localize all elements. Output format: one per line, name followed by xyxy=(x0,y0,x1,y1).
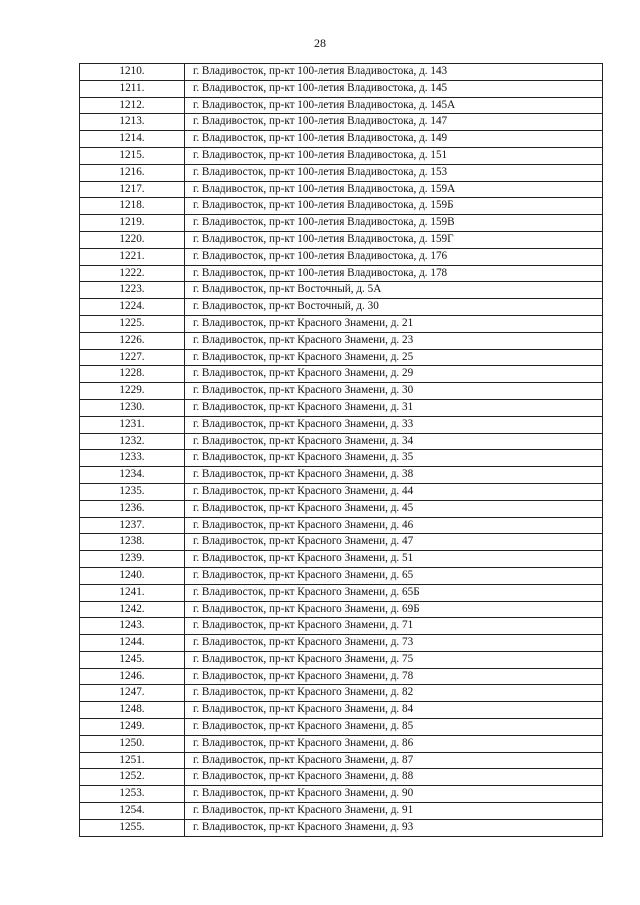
table-row xyxy=(80,332,603,349)
row-address: г. Владивосток, пр-кт 100-летия Владивостока, д. 178 xyxy=(185,265,603,282)
row-number: 1240. xyxy=(80,567,185,584)
row-address: г. Владивосток, пр-кт 100-летия Владивостока, д. 151 xyxy=(185,147,603,164)
row-number: 1255. xyxy=(80,819,185,836)
row-number: 1236. xyxy=(80,500,185,517)
row-address: г. Владивосток, пр-кт 100-летия Владивостока, д. 149 xyxy=(185,131,603,148)
row-number: 1251. xyxy=(80,752,185,769)
row-address: г. Владивосток, пр-кт Красного Знамени, д. 78 xyxy=(185,668,603,685)
row-address: г. Владивосток, пр-кт Красного Знамени, д. 86 xyxy=(185,735,603,752)
table-row xyxy=(80,198,603,215)
table-row xyxy=(80,349,603,366)
table-row xyxy=(80,618,603,635)
table-row xyxy=(80,114,603,131)
table-row xyxy=(80,819,603,836)
table-row xyxy=(80,416,603,433)
row-number: 1218. xyxy=(80,198,185,215)
row-address: г. Владивосток, пр-кт Красного Знамени, д. 29 xyxy=(185,366,603,383)
table-row xyxy=(80,735,603,752)
row-number: 1235. xyxy=(80,483,185,500)
row-number: 1237. xyxy=(80,517,185,534)
table-row xyxy=(80,97,603,114)
row-number: 1222. xyxy=(80,265,185,282)
row-address: г. Владивосток, пр-кт Красного Знамени, д. 91 xyxy=(185,803,603,820)
row-address: г. Владивосток, пр-кт Красного Знамени, д. 65Б xyxy=(185,584,603,601)
row-address: г. Владивосток, пр-кт Красного Знамени, д. 47 xyxy=(185,534,603,551)
row-address: г. Владивосток, пр-кт 100-летия Владивостока, д. 147 xyxy=(185,114,603,131)
row-number: 1250. xyxy=(80,735,185,752)
table-row xyxy=(80,769,603,786)
row-address: г. Владивосток, пр-кт Красного Знамени, д. 34 xyxy=(185,433,603,450)
row-number: 1230. xyxy=(80,399,185,416)
row-number: 1233. xyxy=(80,450,185,467)
table-row xyxy=(80,467,603,484)
row-address: г. Владивосток, пр-кт Красного Знамени, д. 44 xyxy=(185,483,603,500)
row-number: 1224. xyxy=(80,299,185,316)
table-row xyxy=(80,265,603,282)
table-row xyxy=(80,517,603,534)
row-number: 1234. xyxy=(80,467,185,484)
row-address: г. Владивосток, пр-кт Красного Знамени, д. 84 xyxy=(185,702,603,719)
row-address: г. Владивосток, пр-кт 100-летия Владивостока, д. 145А xyxy=(185,97,603,114)
row-number: 1232. xyxy=(80,433,185,450)
row-address: г. Владивосток, пр-кт Красного Знамени, д. 31 xyxy=(185,399,603,416)
row-address: г. Владивосток, пр-кт Красного Знамени, д. 65 xyxy=(185,567,603,584)
row-address: г. Владивосток, пр-кт Красного Знамени, д. 25 xyxy=(185,349,603,366)
table-row xyxy=(80,567,603,584)
row-number: 1213. xyxy=(80,114,185,131)
table-row xyxy=(80,635,603,652)
row-number: 1212. xyxy=(80,97,185,114)
row-address: г. Владивосток, пр-кт Красного Знамени, д. 46 xyxy=(185,517,603,534)
row-address: г. Владивосток, пр-кт Восточный, д. 5А xyxy=(185,282,603,299)
row-number: 1221. xyxy=(80,248,185,265)
table-row xyxy=(80,231,603,248)
table-row xyxy=(80,433,603,450)
table-row xyxy=(80,282,603,299)
table-row xyxy=(80,651,603,668)
table-row xyxy=(80,64,603,81)
row-number: 1253. xyxy=(80,786,185,803)
table-row xyxy=(80,668,603,685)
row-number: 1215. xyxy=(80,147,185,164)
table-row xyxy=(80,80,603,97)
table-row xyxy=(80,500,603,517)
row-address: г. Владивосток, пр-кт Красного Знамени, д. 71 xyxy=(185,618,603,635)
row-number: 1238. xyxy=(80,534,185,551)
table-row xyxy=(80,551,603,568)
row-number: 1248. xyxy=(80,702,185,719)
row-address: г. Владивосток, пр-кт 100-летия Владивостока, д. 159В xyxy=(185,215,603,232)
table-row xyxy=(80,483,603,500)
table-row xyxy=(80,601,603,618)
table-row xyxy=(80,752,603,769)
table-row xyxy=(80,315,603,332)
row-number: 1249. xyxy=(80,719,185,736)
table-row xyxy=(80,215,603,232)
table-row xyxy=(80,450,603,467)
row-number: 1219. xyxy=(80,215,185,232)
row-address: г. Владивосток, пр-кт Красного Знамени, д. 73 xyxy=(185,635,603,652)
row-number: 1214. xyxy=(80,131,185,148)
table-row xyxy=(80,534,603,551)
row-address: г. Владивосток, пр-кт Красного Знамени, д. 93 xyxy=(185,819,603,836)
row-address: г. Владивосток, пр-кт Красного Знамени, д. 82 xyxy=(185,685,603,702)
table-row xyxy=(80,584,603,601)
row-address: г. Владивосток, пр-кт Восточный, д. 30 xyxy=(185,299,603,316)
row-number: 1229. xyxy=(80,383,185,400)
table-row xyxy=(80,399,603,416)
table-row xyxy=(80,299,603,316)
row-address: г. Владивосток, пр-кт Красного Знамени, д. 51 xyxy=(185,551,603,568)
row-number: 1241. xyxy=(80,584,185,601)
row-number: 1211. xyxy=(80,80,185,97)
row-address: г. Владивосток, пр-кт 100-летия Владивостока, д. 176 xyxy=(185,248,603,265)
address-table-body xyxy=(80,64,603,837)
row-number: 1210. xyxy=(80,64,185,81)
row-number: 1239. xyxy=(80,551,185,568)
row-number: 1244. xyxy=(80,635,185,652)
row-number: 1226. xyxy=(80,332,185,349)
table-row xyxy=(80,383,603,400)
table-row xyxy=(80,366,603,383)
row-address: г. Владивосток, пр-кт Красного Знамени, д. 35 xyxy=(185,450,603,467)
row-address: г. Владивосток, пр-кт 100-летия Владивостока, д. 159Г xyxy=(185,231,603,248)
row-address: г. Владивосток, пр-кт Красного Знамени, д. 90 xyxy=(185,786,603,803)
row-number: 1225. xyxy=(80,315,185,332)
row-number: 1242. xyxy=(80,601,185,618)
address-table xyxy=(79,63,603,837)
page-number: 28 xyxy=(314,36,326,50)
row-number: 1231. xyxy=(80,416,185,433)
row-number: 1243. xyxy=(80,618,185,635)
table-row xyxy=(80,786,603,803)
row-address: г. Владивосток, пр-кт Красного Знамени, д. 88 xyxy=(185,769,603,786)
row-number: 1254. xyxy=(80,803,185,820)
row-number: 1216. xyxy=(80,164,185,181)
row-address: г. Владивосток, пр-кт Красного Знамени, д. 45 xyxy=(185,500,603,517)
row-address: г. Владивосток, пр-кт Красного Знамени, д. 87 xyxy=(185,752,603,769)
row-address: г. Владивосток, пр-кт 100-летия Владивостока, д. 145 xyxy=(185,80,603,97)
row-address: г. Владивосток, пр-кт Красного Знамени, д. 38 xyxy=(185,467,603,484)
table-row xyxy=(80,147,603,164)
table-row xyxy=(80,702,603,719)
row-address: г. Владивосток, пр-кт 100-летия Владивостока, д. 143 xyxy=(185,64,603,81)
row-address: г. Владивосток, пр-кт 100-летия Владивостока, д. 159А xyxy=(185,181,603,198)
row-address: г. Владивосток, пр-кт Красного Знамени, д. 23 xyxy=(185,332,603,349)
table-row xyxy=(80,131,603,148)
row-number: 1245. xyxy=(80,651,185,668)
row-address: г. Владивосток, пр-кт Красного Знамени, д. 69Б xyxy=(185,601,603,618)
table-row xyxy=(80,248,603,265)
row-number: 1228. xyxy=(80,366,185,383)
row-address: г. Владивосток, пр-кт Красного Знамени, д. 33 xyxy=(185,416,603,433)
row-number: 1220. xyxy=(80,231,185,248)
table-row xyxy=(80,719,603,736)
row-number: 1247. xyxy=(80,685,185,702)
row-address: г. Владивосток, пр-кт 100-летия Владивостока, д. 153 xyxy=(185,164,603,181)
table-row xyxy=(80,181,603,198)
row-address: г. Владивосток, пр-кт Красного Знамени, д. 85 xyxy=(185,719,603,736)
table-row xyxy=(80,685,603,702)
row-number: 1217. xyxy=(80,181,185,198)
row-number: 1223. xyxy=(80,282,185,299)
row-address: г. Владивосток, пр-кт 100-летия Владивостока, д. 159Б xyxy=(185,198,603,215)
table-row xyxy=(80,803,603,820)
row-address: г. Владивосток, пр-кт Красного Знамени, д. 30 xyxy=(185,383,603,400)
row-address: г. Владивосток, пр-кт Красного Знамени, д. 21 xyxy=(185,315,603,332)
row-number: 1227. xyxy=(80,349,185,366)
table-row xyxy=(80,164,603,181)
row-number: 1246. xyxy=(80,668,185,685)
row-address: г. Владивосток, пр-кт Красного Знамени, д. 75 xyxy=(185,651,603,668)
row-number: 1252. xyxy=(80,769,185,786)
